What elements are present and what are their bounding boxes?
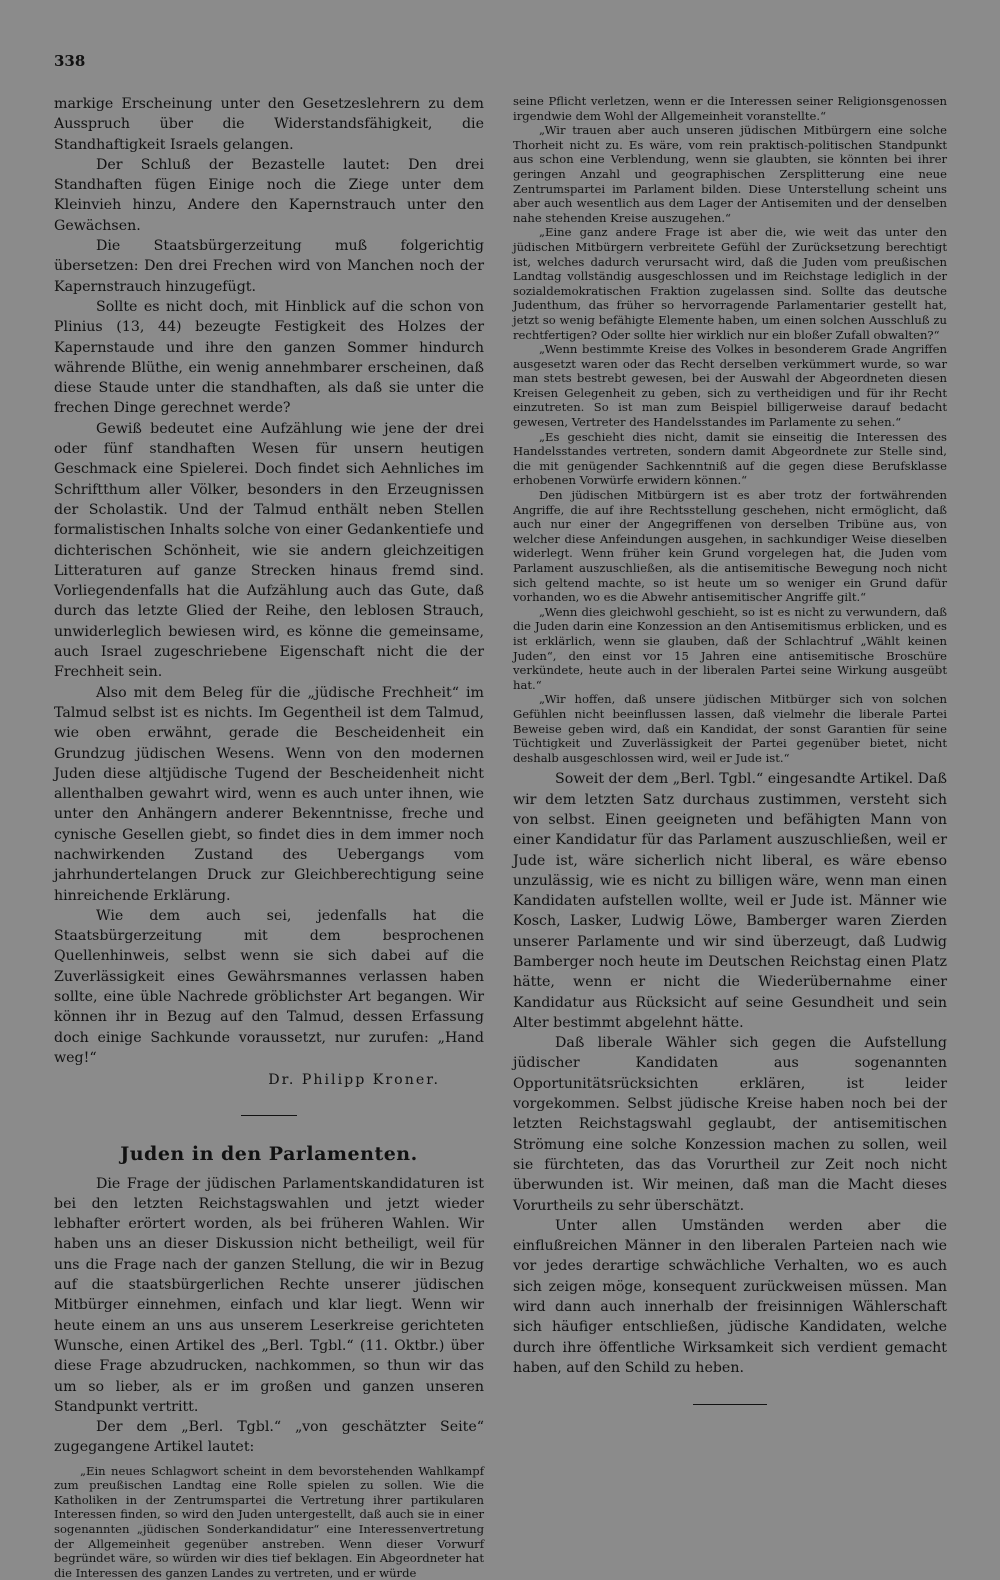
paragraph: Gewiß bedeutet eine Aufzählung wie jene der drei oder fünf standhaften Wesen für unsern heutigen Geschmack eine Spielerei. Doch findet sich Aehnliches im Schriftthum aller Völker, besonders in den Erzeugnissen der Scholastik. Und der Talmud enthält neben Stellen formalistischen Inhalts solche von einer Gedankentiefe und dichterischen Schönheit, wie sie andern gleichzeitigen Litteraturen auf ganze Strecken hinaus fremd sind. Vorliegendenfalls hat die Aufzählung auch das Gute, daß durch das letzte Glied der Reihe, den leblosen Strauch, unwiderleglich bewiesen wird, es könne die gemeinsame, auch Israel zugeschriebene Eigenschaft nicht die der Frechheit sein. <box>54 420 484 681</box>
quote-paragraph: „Wenn bestimmte Kreise des Volkes in besonderem Grade Angriffen ausgesetzt waren oder das Recht derselben verkümmert wurde, so war man stets bestrebt gewesen, bei der Auswahl der Abgeordneten diesen Kreisen Gelegenheit zu geben, sich zu vertheidigen und für ihr Recht einzutreten. So ist man zum Beispiel billigerweise darauf bedacht gewesen, Vertreter des Handelsstandes im Parlamente zu sehen.“ <box>513 342 947 430</box>
divider <box>241 1115 297 1116</box>
author-signature: Dr. Philipp Kroner. <box>268 1072 440 1089</box>
quote-paragraph: Den jüdischen Mitbürgern ist es aber trotz der fortwährenden Angriffe, die auf ihre Rechtsstellung geschehen, nicht ermöglicht, daß auch nur einer der Angegriffenen von derselben Tribüne aus, von welcher diese Anfeindungen ausgehen, in sachkundiger Weise dieselben widerlegt. Wenn früher kein Grund vorgelegen hat, die Juden vom Parlament auszuschließen, als die antisemitische Bewegung noch nicht sich geltend machte, so ist heute um so weniger ein Grund dafür vorhanden, wo es die Abwehr antisemitischer Angriffe gilt.“ <box>513 488 947 605</box>
page-number: 338 <box>54 52 86 70</box>
paragraph: Unter allen Umständen werden aber die einflußreichen Männer in den liberalen Parteien nach wie vor jedes derartige schwächliche Verhalten, wo es auch sich zeigen möge, konsequent zurückweisen müssen. Man wird dann auch innerhalb der freisinnigen Wählerschaft sich häufiger entschließen, jüdische Kandidaten, welche durch ihre öffentliche Wirksamkeit sich verdient gemacht haben, auf den Schild zu heben. <box>513 1217 947 1376</box>
paragraph: Die Staatsbürgerzeitung muß folgerichtig übersetzen: Den drei Frechen wird von Manchen noch der Kapernstrauch hinzugefügt. <box>54 238 484 295</box>
quote-paragraph: „Eine ganz andere Frage ist aber die, wie weit das unter den jüdischen Mitbürgern verbreitete Gefühl der Zurücksetzung berechtigt ist, welches dadurch verursacht wird, daß die Juden vom preußischen Landtag vollständig ausgeschlossen und im Reichstage lediglich in der sozialdemokratischen Fraktion zugelassen sind. Sollte das deutsche Judenthum, das früher so hervorragende Parlamentarier gestellt hat, jetzt so wenig befähigte Elemente haben, um einen solchen Ausschluß zu rechtfertigen? Oder sollte hier wirklich nur ein bloßer Zufall obwalten?“ <box>513 225 947 342</box>
paragraph: markige Erscheinung unter den Gesetzeslehrern zu dem Ausspruch über die Widerstandsfähigkeit, die Standhaftigkeit Israels gelangen. <box>54 96 484 153</box>
quoted-article <box>513 94 947 765</box>
paragraph: Soweit der dem „Berl. Tgbl.“ eingesandte Artikel. Daß wir dem letzten Satz durchaus zustimmen, versteht sich von selbst. Einen geeigneten und befähigten Mann von einer Kandidatur für das Parlament auszuschließen, weil er Jude ist, wäre sicherlich nicht liberal, es wäre ebenso unzulässig, wie es nicht zu billigen wäre, wenn man einen Kandidaten aufstellen wollte, weil er Jude ist. Männer wie Kosch, Lasker, Ludwig Löwe, Bamberger waren Zierden unserer Parlamente und wir sind überzeugt, daß Ludwig Bamberger noch heute im Deutschen Reichstag einen Platz hätte, wenn er nicht die Wiederübernahme einer Kandidatur aus Rücksicht auf seine Gesundheit und sein Alter bestimmt abgelehnt hätte. <box>513 771 947 1031</box>
quote-paragraph: seine Pflicht verletzen, wenn er die Interessen seiner Religionsgenossen irgendwie dem Wohl der Allgemeinheit voranstellte.“ <box>513 94 947 123</box>
article-heading: Juden in den Parlamenten. <box>120 1142 418 1165</box>
paragraph: Der dem „Berl. Tgbl.“ „von geschätzter Seite“ zugegangene Artikel lautet: <box>54 1419 484 1456</box>
quote-paragraph: „Wir trauen aber auch unseren jüdischen Mitbürgern eine solche Thorheit nicht zu. Es wäre, vom rein praktisch-politischen Standpunkt aus schon eine Verblendung, wenn sie glaubten, sie könnten bei ihrer geringen Anzahl und geographischen Zersplitterung eine neue Zentrumspartei im Parlament bilden. Diese Unterstellung scheint uns aber auch wesentlich aus dem Lager der Antisemiten und der denselben nahe stehenden Kreise auszugehen.“ <box>513 123 947 225</box>
quote-paragraph: „Wenn dies gleichwohl geschieht, so ist es nicht zu verwundern, daß die Juden darin eine Konzession an den Antisemitismus erblicken, und es ist erklärlich, wenn sie glauben, daß der Schlachtruf „Wählt keinen Juden“, den einst vor 15 Jahren eine antisemitische Broschüre verkündete, heute auch in der liberalen Partei seine Wirkung ausgeübt hat.“ <box>513 604 947 692</box>
left-column <box>54 94 484 1580</box>
paragraph: Wie dem auch sei, jedenfalls hat die Staatsbürgerzeitung mit dem besprochenen Quellenhinweis, selbst wenn sie sich dabei auf die Zuverlässigkeit eines Gewährsmannes verlassen haben sollte, eine üble Nachrede gröblichster Art begangen. Wir können ihr in Bezug auf den Talmud, dessen Erfassung doch einige Sachkunde voraussetzt, nur zurufen: „Hand weg!“ <box>54 907 484 1066</box>
paragraph: Der Schluß der Bezastelle lautet: Den drei Standhaften fügen Einige noch die Ziege unter dem Kleinvieh hinzu, Andere den Kapernstrauch unter den Gewächsen. <box>54 156 484 234</box>
quote-paragraph: „Wir hoffen, daß unsere jüdischen Mitbürger sich von solchen Gefühlen nicht beeinflussen lassen, daß vielmehr die liberale Partei Beweise geben wird, daß ein Kandidat, der sonst Garantien für seine Tüchtigkeit und Zuverlässigkeit der Partei gegenüber bietet, nicht deshalb ausgeschlossen wird, weil er Jude ist.“ <box>513 692 947 765</box>
paragraph: Die Frage der jüdischen Parlamentskandidaturen ist bei den letzten Reichstagswahlen und jetzt wieder lebhafter erörtert worden, als bei früheren Wahlen. Wir haben uns an dieser Diskussion nicht betheiligt, weil für uns die Frage nach der ganzen Stellung, die wir in Bezug auf die staatsbürgerlichen Rechte unserer jüdischen Mitbürger einnehmen, einfach und klar liegt. Wenn wir heute einem an uns aus unserem Leserkreise gerichteten Wunsche, einen Artikel des „Berl. Tgbl.“ (11. Oktbr.) über diese Frage abzudrucken, nachkommen, so thun wir das um so lieber, als er im großen und ganzen unseren Standpunkt vertritt. <box>54 1175 484 1415</box>
paragraph: Also mit dem Beleg für die „jüdische Frechheit“ im Talmud selbst ist es nichts. Im Gegentheil ist dem Talmud, wie oben erwähnt, gerade die Bescheidenheit ein Grundzug jüdischen Wesens. Wenn von den modernen Juden diese altjüdische Tugend der Bescheidenheit nicht allenthalben gewahrt wird, wenn es auch unter ihnen, wie unter den Anhängern anderer Bekenntnisse, freche und cynische Gesellen giebt, so findet dies in dem immer noch nachwirkenden Zustand des Uebergangs vom jahrhundertelangen Druck zur Gleichberechtigung seine hinreichende Erklärung. <box>54 684 484 904</box>
right-column <box>513 94 947 1405</box>
paragraph: Daß liberale Wähler sich gegen die Aufstellung jüdischer Kandidaten aus sogenannten Opportunitätsrücksichten erklären, ist leider vorgekommen. Selbst jüdische Kreise haben noch bei der letzten Reichstagswahl geglaubt, der antisemitischen Strömung eine solche Konzession machen zu sollen, weil sie fürchteten, das das Vorurtheil zur Zeit noch nicht überwunden ist. Wir meinen, daß man die Macht dieses Vorurtheils zu sehr überschätzt. <box>513 1035 947 1214</box>
quoted-article <box>54 1464 484 1580</box>
paragraph: Sollte es nicht doch, mit Hinblick auf die schon von Plinius (13, 44) bezeugte Festigkeit des Holzes der Kapernstaude und ihre den ganzen Sommer hindurch währende Blüthe, ein wenig annehmbarer erscheinen, daß diese Staude unter die standhaften, als daß sie unter die frechen Dinge gerechnet werde? <box>54 298 484 417</box>
quote-paragraph: „Es geschieht dies nicht, damit sie einseitig die Interessen des Handelsstandes vertreten, sondern damit Abgeordnete zur Stelle sind, die mit genügender Sachkenntniß auf die gegen diese Berufsklasse erhobenen Vorwürfe erwidern können.“ <box>513 429 947 488</box>
quote-paragraph: „Ein neues Schlagwort scheint in dem bevorstehenden Wahlkampf zum preußischen Landtag eine Rolle spielen zu sollen. Wie die Katholiken in der Zentrumspartei die Vertretung ihrer partikularen Interessen finden, so wird den Juden untergestellt, daß auch sie in einer sogenannten „jüdischen Sonderkandidatur“ eine Interessenvertretung der Allgemeinheit gegenüber anstreben. Wenn dieser Vorwurf begründet wäre, so würden wir dies tief beklagen. Ein Abgeordneter hat die Interessen des ganzen Landes zu vertreten, und er würde <box>54 1463 484 1580</box>
divider <box>693 1404 767 1405</box>
